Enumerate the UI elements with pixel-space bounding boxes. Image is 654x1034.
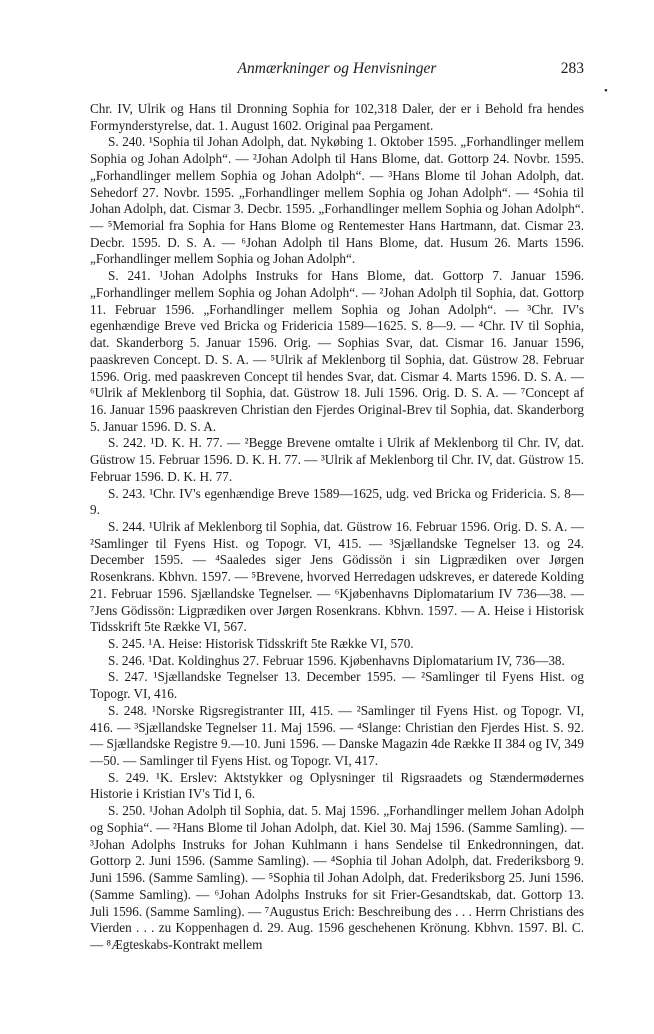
paragraph: Chr. IV, Ulrik og Hans til Dronning Sophia for 102,318 Daler, der er i Behold fra hendes Formynderstyrelse, dat. 1. August 1602. Original paa Pergament. [90, 101, 584, 133]
running-title: Anmærkninger og Henvisninger [237, 60, 437, 77]
paragraph: S. 248. ¹Norske Rigsregistranter III, 415. — ²Samlinger til Fyens Hist. og Topogr. VI, 416. — ³Sjællandske Tegnelser 11. Maj 1596. — ⁴Slange: Christian den Fjerdes Hist. S. 92. — Sjællandske Registre 9.—10. Juni 1596. — Danske Magazin 4de Række II 384 og IV, 349—50. — Samlinger til Fyens Hist. og Topogr. VI, 417. [90, 702, 584, 769]
paragraph: S. 250. ¹Johan Adolph til Sophia, dat. 5. Maj 1596. „Forhandlinger mellem Johan Adolph og Sophia“. — ²Hans Blome til Johan Adolph, dat. Kiel 30. Maj 1596. (Samme Samling). — ³Johan Adolphs Instruks for Johan Kuhlmann i hans Sendelse til Enkedronningen, dat. Gottorp 2. Juni 1596. (Samme Samling). — ⁴Sophia til Johan Adolph, dat. Frederiksborg 9. Juni 1596. (Samme Samling). — ⁵Sophia til Johan Adolph, dat. Frederiksborg 25. Juni 1596. (Samme Samling). — ⁶Johan Adolphs Instruks for sit Frier-Gesandtskab, dat. Gottorp 13. Juli 1596. (Samme Samling). — ⁷Augustus Erich: Beschreibung des . . . Herrn Christians des Vierden . . . zu Koppenhagen d. 29. Aug. 1596 geschehenen Krönung. Kbhvn. 1597. Bl. C. — ⁸Ægteskabs-Kontrakt mellem [90, 803, 584, 952]
notes-body [90, 101, 584, 954]
paragraph: S. 241. ¹Johan Adolphs Instruks for Hans Blome, dat. Gottorp 7. Januar 1596. „Forhandlinger mellem Sophia og Johan Adolph“. — ²Johan Adolph til Sophia, dat. Gottorp 11. Februar 1596. „Forhandlinger mellem Sophia og Johan Adolph“. — ³Chr. IV's egenhændige Breve ved Bricka og Fridericia 1589—1625. S. 8—9. — ⁴Chr. IV til Sophia, dat. Skanderborg 5. Januar 1596. Orig. — Sophias Svar, dat. Cismar 16. Januar 1596, paaskreven Concept. D. S. A. — ⁵Ulrik af Meklenborg til Sophia, dat. Güstrow 28. Februar 1596. Orig. med paaskreven Concept til hendes Svar, dat. Cismar 4. Marts 1596. D. S. A. — ⁶Ulrik af Meklenborg til Sophia, dat. Güstrow 18. Juli 1596. Orig. D. S. A. — ⁷Concept af 16. Januar 1596 paaskreven Christian den Fjerdes Original-Brev til Sophia, dat. Skanderborg 5. Januar 1596. D. S. A. [90, 268, 584, 434]
paragraph: S. 242. ¹D. K. H. 77. — ²Begge Brevene omtalte i Ulrik af Meklenborg til Chr. IV, dat. Güstrow 15. Februar 1596. D. K. H. 77. — ³Ulrik af Meklenborg til Chr. IV, dat. Güstrow 15. Februar 1596. D. K. H. 77. [90, 435, 584, 484]
paragraph: S. 249. ¹K. Erslev: Aktstykker og Oplysninger til Rigsraadets og Stændermødernes Historie i Kristian IV's Tid I, 6. [90, 769, 584, 802]
page-header [90, 60, 584, 84]
paragraph: S. 243. ¹Chr. IV's egenhændige Breve 1589—1625, udg. ved Bricka og Fridericia. S. 8—9. [90, 485, 584, 518]
margin-mark: • [604, 85, 608, 97]
paragraph: S. 240. ¹Sophia til Johan Adolph, dat. Nykøbing 1. Oktober 1595. „Forhandlinger mellem Sophia og Johan Adolph“. — ²Johan Adolph til Hans Blome, dat. Gottorp 24. Novbr. 1595. „Forhandlinger mellem Sophia og Johan Adolph“. — ³Hans Blome til Johan Adolph, dat. Sehedorf 27. Novbr. 1595. „Forhandlinger mellem Sophia og Johan Adolph“. — ⁴Sohia til Johan Adolph, dat. Cismar 3. Decbr. 1595. „Forhandlinger mellem Sophia og Johan Adolph“. — ⁵Memorial fra Sophia for Hans Blome og Rentemester Hans Hartmann, dat. Cismar 23. Decbr. 1595. D. S. A. — ⁶Johan Adolph til Hans Blome, dat. Husum 26. Marts 1596. „Forhandlinger mellem Sophia og Johan Adolph“. [90, 134, 584, 267]
paragraph: S. 246. ¹Dat. Koldinghus 27. Februar 1596. Kjøbenhavns Diplomatarium IV, 736—38. [108, 652, 565, 668]
paragraph: S. 244. ¹Ulrik af Meklenborg til Sophia, dat. Güstrow 16. Februar 1596. Orig. D. S. A. — ²Samlinger til Fyens Hist. og Topogr. VI, 415. — ³Sjællandske Tegnelser 13. og 24. December 1595. — ⁴Saaledes siger Jens Gödissön i sin Ligprædiken over Jørgen Rosenkrans. Kbhvn. 1597. — ⁵Brevene, hvorved Herredagen udskreves, er daterede Kolding 21. Februar 1596. Sjællandske Tegnelser. — ⁶Kjøbenhavns Diplomatarium IV 736—38. — ⁷Jens Gödissön: Ligprædiken over Jørgen Rosenkrans. Kbhvn. 1597. — A. Heise i Historisk Tidsskrift 5te Række VI, 567. [90, 518, 584, 635]
paragraph: S. 247. ¹Sjællandske Tegnelser 13. December 1595. — ²Samlinger til Fyens Hist. og Topogr. VI, 416. [90, 669, 584, 702]
page-number: 283 [560, 60, 584, 77]
paragraph: S. 245. ¹A. Heise: Historisk Tidsskrift 5te Række VI, 570. [108, 636, 414, 651]
